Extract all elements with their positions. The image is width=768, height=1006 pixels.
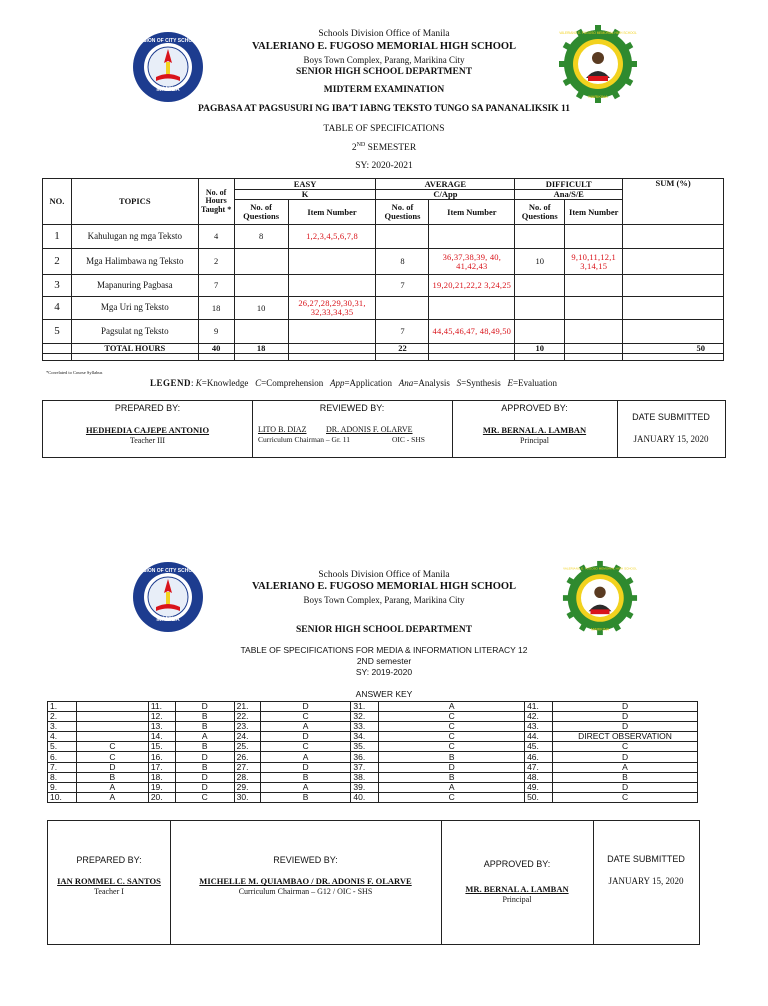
answer-key-table [47,701,698,803]
row-topic: Mga Uri ng Teksto [71,297,198,320]
row-topic: Pagsulat ng Teksto [71,320,198,344]
reviewed-by-position-2: OIC - SHS [392,435,425,444]
reviewed-by-cell [252,401,453,457]
answer-value: A [553,762,698,772]
legend-value: =Application [344,378,393,388]
answer-item-number: 28. [234,772,260,782]
answer-value: D [553,752,698,762]
row-diff-items [565,225,623,249]
legend-value: =Synthesis [461,378,501,388]
answer-row [48,722,698,732]
header-average: AVERAGE [376,179,515,190]
total-hours: 40 [198,344,234,354]
prepared-by-label: PREPARED BY: [114,403,181,413]
answer-value: A [260,722,351,732]
answer-row [48,792,698,802]
answer-value: C [553,792,698,802]
row-diff-items [565,275,623,297]
reviewed-by-label: REVIEWED BY: [319,403,385,413]
approved-by-position: Principal [502,895,532,904]
answer-item-number: 23. [234,722,260,732]
row-diff-q [515,297,565,320]
gear-seal-bottom-text: MARIKINA [590,627,610,632]
answer-item-number: 36. [351,752,379,762]
date-submitted-value: JANUARY 15, 2020 [633,434,709,444]
footnote: *Correlated to Course Syllabus [46,370,103,375]
header-easy-item: Item Number [288,200,376,225]
answer-value [76,732,148,742]
answer-item-number: 5. [48,742,77,752]
answer-value: B [76,772,148,782]
answer-item-number: 29. [234,782,260,792]
row-hours: 9 [198,320,234,344]
answer-item-number: 14. [148,732,175,742]
legend-key: S [456,378,462,388]
header-easy-noq: No. of Questions [234,200,288,225]
answer-item-number: 46. [525,752,553,762]
header-difficult-item: Item Number [565,200,623,225]
answer-item-number: 47. [525,762,553,772]
table-row [43,320,724,344]
header-no: NO. [43,179,72,225]
header-difficult: DIFFICULT [515,179,623,190]
row-sum [623,225,724,249]
row-sum [623,275,724,297]
answer-value: C [379,742,525,752]
seal-top-text: DIVISION OF CITY SCHOOLS [133,568,203,574]
legend-key: Ana [398,378,414,388]
header-average-item: Item Number [429,200,515,225]
answer-item-number: 24. [234,732,260,742]
row-no: 2 [43,249,72,275]
approved-by-position: Principal [520,436,549,445]
answer-row [48,762,698,772]
row-no: 5 [43,320,72,344]
sheet2-department: SENIOR HIGH SCHOOL DEPARTMENT [295,625,473,635]
answer-value [76,702,148,712]
row-avg-items [429,297,515,320]
answer-item-number: 6. [48,752,77,762]
seal-top-text: DIVISION OF CITY SCHOOLS [133,38,203,44]
answer-value: C [260,712,351,722]
row-avg-items: 36,37,38,39, 40, 41,42,43 [429,249,515,275]
answer-item-number: 41. [525,702,553,712]
answer-value: B [175,722,234,732]
answer-value: D [553,722,698,732]
header-average-noq: No. of Questions [376,200,429,225]
row-avg-items: 44,45,46,47, 48,49,50 [429,320,515,344]
row-easy-q: 10 [234,297,288,320]
row-easy-q: 8 [234,225,288,249]
answer-value [76,712,148,722]
semester-number: 2 [351,143,357,154]
row-avg-q [376,225,429,249]
row-diff-items [565,320,623,344]
answer-value: D [553,702,698,712]
sheet1-semester [0,142,768,153]
answer-value: C [76,742,148,752]
answer-item-number: 15. [148,742,175,752]
answer-value: C [175,792,234,802]
legend-value: =Knowledge [201,378,249,388]
row-easy-q [234,249,288,275]
answer-value: D [175,752,234,762]
row-avg-q: 7 [376,275,429,297]
answer-item-number: 33. [351,722,379,732]
answer-item-number: 49. [525,782,553,792]
header-hours: No. of Hours Taught * [198,179,234,225]
date-submitted-value: JANUARY 15, 2020 [608,876,684,886]
answer-item-number: 17. [148,762,175,772]
sheet1-signature-block [42,400,726,458]
legend-key: C [255,378,262,388]
total-difficult: 10 [515,344,565,354]
row-easy-items: 1,2,3,4,5,6,7,8 [288,225,376,249]
total-easy: 18 [234,344,288,354]
answer-value: B [175,742,234,752]
answer-value: B [175,762,234,772]
answer-item-number: 38. [351,772,379,782]
row-easy-items: 26,27,28,29,30,31, 32,33,34,35 [288,297,376,320]
table-row [43,225,724,249]
seal-bottom-text: MANILA [156,87,180,93]
answer-row [48,752,698,762]
answer-row [48,732,698,742]
answer-value [76,722,148,732]
answer-item-number: 35. [351,742,379,752]
answer-item-number: 34. [351,732,379,742]
prepared-by-label: PREPARED BY: [76,855,142,865]
semester-word: SEMESTER [365,143,417,154]
sheet1-department: SENIOR HIGH SCHOOL DEPARTMENT [295,67,473,77]
reviewed-by-position-1: Curriculum Chairman – Gr. 11 [258,435,350,444]
total-average: 22 [376,344,429,354]
approved-by-label: APPROVED BY: [483,859,551,869]
answer-item-number: 4. [48,732,77,742]
answer-key-title: ANSWER KEY [355,689,413,699]
sheet1-exam-title: MIDTERM EXAMINATION [323,85,445,95]
prepared-by-name: HEDHEDIA CAJEPE ANTONIO [85,425,210,435]
row-avg-q: 7 [376,320,429,344]
table-row [43,297,724,320]
sheet1-office: Schools Division Office of Manila [318,29,450,39]
row-avg-items [429,225,515,249]
sheet1-address: Boys Town Complex, Parang, Marikina City [303,55,465,65]
answer-item-number: 30. [234,792,260,802]
prepared-by-cell [43,401,253,457]
legend-key: K [195,378,202,388]
answer-value: D [175,782,234,792]
reviewed-by-name-2: DR. ADONIS F. OLARVE [326,425,413,434]
legend-value: =Analysis [413,378,450,388]
row-hours: 7 [198,275,234,297]
row-diff-items [565,297,623,320]
header-difficult-noq: No. of Questions [515,200,565,225]
row-diff-q: 10 [515,249,565,275]
answer-item-number: 21. [234,702,260,712]
row-easy-items [288,275,376,297]
table-row [43,249,724,275]
row-avg-items: 19,20,21,22,2 3,24,25 [429,275,515,297]
answer-value: C [379,732,525,742]
answer-item-number: 2. [48,712,77,722]
row-diff-q [515,275,565,297]
table-row [43,275,724,297]
answer-value: A [379,782,525,792]
legend-label: LEGEND [150,378,192,388]
row-diff-q [515,225,565,249]
row-hours: 4 [198,225,234,249]
sheet1-tos-title: TABLE OF SPECIFICATIONS [323,124,445,134]
answer-item-number: 43. [525,722,553,732]
answer-item-number: 20. [148,792,175,802]
answer-item-number: 18. [148,772,175,782]
answer-item-number: 42. [525,712,553,722]
answer-value: A [76,782,148,792]
answer-value: B [379,752,525,762]
answer-value: D [260,762,351,772]
sheet2-tos-title: TABLE OF SPECIFICATIONS FOR MEDIA & INFORMATION LITERACY 12 [240,645,528,655]
answer-item-number: 31. [351,702,379,712]
approved-by-name: MR. BERNAL A. LAMBAN [482,425,587,435]
answer-value: C [553,742,698,752]
row-hours: 18 [198,297,234,320]
answer-value: A [76,792,148,802]
row-diff-q [515,320,565,344]
answer-value: D [260,702,351,712]
header-average-sub: C/App [376,190,515,200]
answer-item-number: 25. [234,742,260,752]
row-hours: 2 [198,249,234,275]
sheet2-office: Schools Division Office of Manila [318,570,450,580]
header-difficult-sub: Ana/S/E [515,190,623,200]
legend-value: =Comprehension [261,378,324,388]
row-easy-q [234,320,288,344]
date-submitted-label: DATE SUBMITTED [632,412,710,422]
sheet2-school-name: VALERIANO E. FUGOSO MEMORIAL HIGH SCHOOL [251,581,517,592]
row-avg-q: 8 [376,249,429,275]
prepared-by-cell [48,821,171,944]
legend: LEGEND: K=Knowledge C=Comprehension App=Application Ana=Analysis S=Synthesis E=Evaluation [150,378,558,388]
row-no: 1 [43,225,72,249]
answer-value: C [379,722,525,732]
sheet1-school-year: SY: 2020-2021 [355,161,413,171]
answer-value: D [553,782,698,792]
reviewed-by-name-1: LITO B. DIAZ [258,425,307,434]
answer-value: C [379,712,525,722]
legend-key: E [507,378,513,388]
answer-item-number: 32. [351,712,379,722]
answer-row [48,712,698,722]
legend-value: =Evaluation [512,378,558,388]
row-sum [623,297,724,320]
answer-value: A [379,702,525,712]
approved-by-name: MR. BERNAL A. LAMBAN [465,884,569,894]
answer-value: D [175,702,234,712]
answer-item-number: 7. [48,762,77,772]
semester-superscript: ND [356,142,366,148]
sheet2-school-year: SY: 2019-2020 [355,667,413,677]
row-easy-items [288,249,376,275]
header-topics: TOPICS [71,179,198,225]
answer-item-number: 16. [148,752,175,762]
sheet2-address: Boys Town Complex, Parang, Marikina City [303,595,465,605]
gear-seal-top-text: VALERIANO E. FUGOSO MEMORIAL HIGH SCHOOL [563,566,637,571]
sheet1-school-name: VALERIANO E. FUGOSO MEMORIAL HIGH SCHOOL [251,41,517,52]
date-submitted-cell [593,821,699,944]
answer-value: B [553,772,698,782]
sheet2-signature-block [47,820,700,945]
answer-item-number: 12. [148,712,175,722]
answer-value: A [260,782,351,792]
answer-item-number: 1. [48,702,77,712]
prepared-by-position: Teacher III [129,436,166,445]
row-easy-items [288,320,376,344]
total-row [43,344,724,354]
prepared-by-name: IAN ROMMEL C. SANTOS [57,876,161,886]
answer-item-number: 50. [525,792,553,802]
row-topic: Kahulugan ng mga Teksto [71,225,198,249]
gear-seal-top-text: VALERIANO E. FUGOSO MEMORIAL HIGH SCHOOL [559,31,637,35]
reviewed-by-cell [170,821,442,944]
reviewed-by-position: Curriculum Chairman – G12 / OIC - SHS [238,887,373,896]
answer-item-number: 22. [234,712,260,722]
answer-row [48,782,698,792]
answer-item-number: 44. [525,732,553,742]
answer-value: D [553,712,698,722]
reviewed-by-label: REVIEWED BY: [273,855,338,865]
seal-bottom-text: MANILA [156,617,180,623]
approved-by-label: APPROVED BY: [501,403,568,413]
approved-by-cell [441,821,594,944]
sheet2-semester: 2ND semester [356,656,412,666]
answer-value: D [260,732,351,742]
row-sum [623,320,724,344]
answer-item-number: 45. [525,742,553,752]
gear-seal-bottom-text: MARIKINA [588,94,608,99]
answer-item-number: 19. [148,782,175,792]
answer-item-number: 3. [48,722,77,732]
row-sum [623,249,724,275]
reviewed-by-name: MICHELLE M. QUIAMBAO / DR. ADONIS F. OLARVE [199,876,412,886]
prepared-by-position: Teacher I [94,887,124,896]
row-topic: Mapanuring Pagbasa [71,275,198,297]
answer-value: B [379,772,525,782]
answer-item-number: 8. [48,772,77,782]
answer-value: C [379,792,525,802]
answer-value: D [379,762,525,772]
row-no: 4 [43,297,72,320]
answer-value: D [175,772,234,782]
approved-by-cell [452,401,618,457]
row-easy-q [234,275,288,297]
answer-item-number: 10. [48,792,77,802]
answer-value: DIRECT OBSERVATION [553,732,698,742]
answer-item-number: 9. [48,782,77,792]
row-no: 3 [43,275,72,297]
table-of-specifications [42,178,724,361]
answer-item-number: 27. [234,762,260,772]
header-easy: EASY [234,179,376,190]
answer-item-number: 26. [234,752,260,762]
answer-item-number: 39. [351,782,379,792]
row-diff-items: 9,10,11,12,1 3,14,15 [565,249,623,275]
answer-value: A [175,732,234,742]
answer-value: D [76,762,148,772]
answer-item-number: 48. [525,772,553,782]
row-topic: Mga Halimbawa ng Teksto [71,249,198,275]
answer-item-number: 13. [148,722,175,732]
answer-row [48,702,698,712]
legend-key: App [329,378,345,388]
answer-value: B [175,712,234,722]
date-submitted-label: DATE SUBMITTED [607,854,685,864]
answer-item-number: 40. [351,792,379,802]
answer-row [48,772,698,782]
answer-value: C [260,742,351,752]
date-submitted-cell [617,401,725,457]
header-easy-sub: K [234,190,376,200]
answer-item-number: 37. [351,762,379,772]
header-sum: SUM (%) [623,179,724,225]
answer-row [48,742,698,752]
row-avg-q [376,297,429,320]
answer-value: A [260,752,351,762]
total-label: TOTAL HOURS [71,344,198,354]
answer-value: B [260,792,351,802]
answer-value: C [76,752,148,762]
answer-value: B [260,772,351,782]
answer-item-number: 11. [148,702,175,712]
sheet1-subject: PAGBASA AT PAGSUSURI NG IBA’T IABNG TEKSTO TUNGO SA PANANALIKSIK 11 [198,104,570,114]
total-sum: 50 [623,344,724,354]
